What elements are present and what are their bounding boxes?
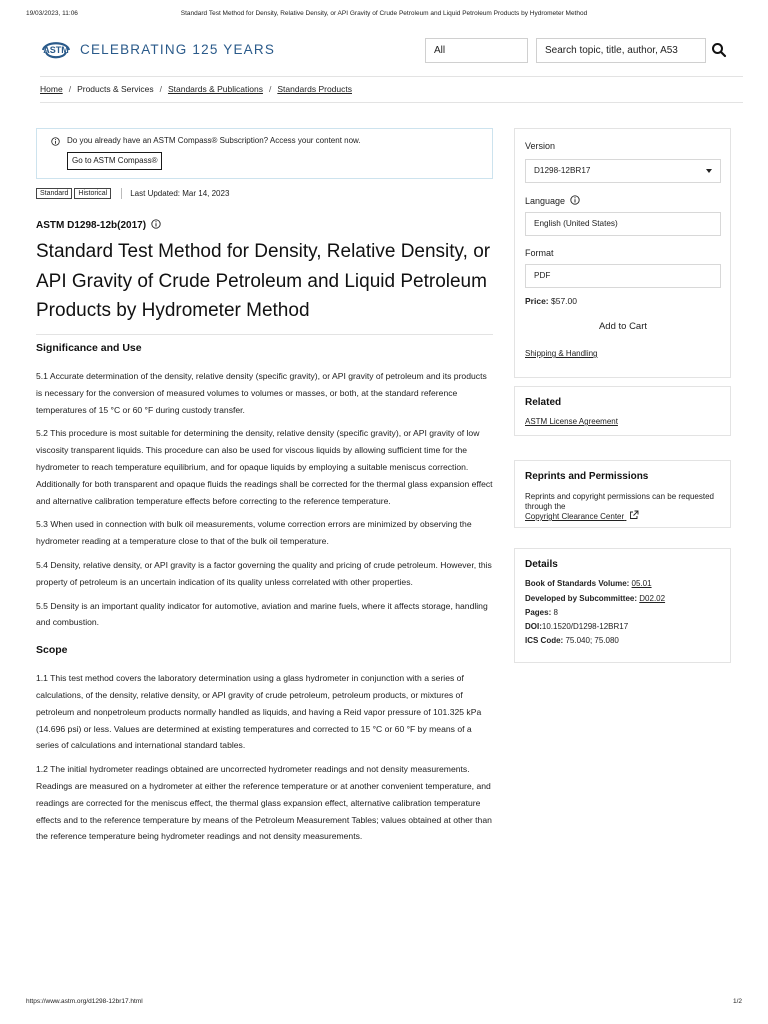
license-agreement-link[interactable]: ASTM License Agreement [525,417,618,426]
designation-info-icon[interactable] [151,219,161,229]
print-page-number: 1/2 [732,998,742,1005]
breadcrumb-divider [40,102,743,103]
significance-paragraph: 5.2 This procedure is most suitable for determining the density, relative density (specific gravity), or API gravity of low viscosity transparent liquids. This procedure can also be used for viscous liquids by allowing sufficient time for the hydrometer to reach temperature equilibrium, and for opaque liquids by employing a suitable meniscus correction. Additionally for both transparent and opaque fluids the readings shall be corrected for the thermal glass expansion effect and alternative calibration temperature effects before correcting to the reference temperature. [36,428,493,506]
breadcrumb: Home / Products & Services / Standards & Publications / Standards Products [40,84,352,94]
search-input[interactable]: Search topic, title, author, A53 [536,38,706,63]
significance-paragraph: 5.1 Accurate determination of the density, relative density (specific gravity), or API gravity of petroleum and its products is necessary for the conversion of measured volumes to volumes or masses, or both, at the standard reference temperatures of 15 °C or 60 °F during custody transfer. [36,371,487,415]
significance-heading: Significance and Use [36,342,142,354]
shipping-handling-link[interactable]: Shipping & Handling [525,349,598,358]
related-panel [514,386,731,436]
status-badges [36,188,229,202]
details-heading: Details [525,559,558,570]
price: Price: $57.00 [525,296,577,306]
designation-text: ASTM D1298-12b(2017) [36,220,147,231]
copyright-clearance-link[interactable]: Copyright Clearance Center [525,510,639,521]
detail-ics-code: ICS Code: 75.040; 75.080 [525,636,619,645]
standard-designation [36,219,161,231]
print-datetime: 19/03/2023, 11:06 [26,10,78,17]
detail-pages: Pages: 8 [525,608,558,617]
significance-paragraph: 5.5 Density is an important quality indicator for automotive, aviation and marine fuels, where it affects storage, handling and combustion. [36,600,488,628]
scope-paragraph: 1.1 This test method covers the laboratory determination using a glass hydrometer in conjunction with a series of calculations, of the density, relative density, or API gravity of crude petroleum, petroleum products, or mixtures of petroleum and nonpetroleum products normally handled as liquids, and having a Reid vapor pressure of 101.325 kPa (14.696 psi) or less. Values are determined at existing temperatures and corrected to 15 °C or 60 °F by means of a series of calculations and international standard tables. [36,673,482,751]
add-to-cart-button[interactable]: Add to Cart [598,321,648,332]
main-content [36,334,493,852]
badge-historical: Historical [74,188,111,199]
detail-subcommittee: Developed by Subcommittee: D02.02 [525,594,666,603]
chevron-down-icon [706,169,712,173]
compass-notice-text: Do you already have an ASTM Compass® Subscription? Access your content now. [67,136,361,145]
details-panel [514,548,731,663]
print-footer [26,998,742,1010]
language-select[interactable]: English (United States) [525,212,721,236]
scope-heading: Scope [36,644,68,657]
reprints-text: Reprints and copyright permissions can be requested through the [525,492,714,511]
external-link-icon [629,510,639,520]
reprints-panel [514,460,731,528]
price-value: $57.00 [551,296,577,306]
site-header [40,36,743,66]
version-value: D1298-12BR17 [534,166,591,175]
subcommittee-link[interactable]: D02.02 [639,594,666,603]
print-header [26,10,742,22]
search-scope-select[interactable]: All [425,38,528,63]
detail-book-volume: Book of Standards Volume: 05.01 [525,579,652,588]
breadcrumb-home[interactable]: Home [40,84,63,94]
breadcrumb-standards-products[interactable]: Standards Products [277,84,352,94]
detail-doi: DOI:10.1520/D1298-12BR17 [525,622,629,631]
page-title: Standard Test Method for Density, Relative Density, or API Gravity of Crude Petroleum and Liquid Petroleum Products by Hydrometer Method [36,241,491,321]
significance-paragraph: 5.3 When used in connection with bulk oil measurements, volume correction errors are minimized by observing the hydrometer reading at a temperature close to that of the bulk oil temperature. [36,519,472,547]
breadcrumb-standards-publications[interactable]: Standards & Publications [167,84,263,94]
print-url: https://www.astm.org/d1298-12br17.html [26,998,143,1005]
search-icon[interactable] [710,41,728,59]
info-icon [51,137,60,146]
go-to-compass-button[interactable]: Go to ASTM Compass® [67,152,162,170]
purchase-panel [514,128,731,378]
celebrating-tagline: CELEBRATING 125 YEARS [80,42,276,57]
logo-text: ASTM [43,45,69,55]
reprints-heading: Reprints and Permissions [525,471,649,482]
significance-paragraph: 5.4 Density, relative density, or API gravity is a factor governing the quality and pricing of crude petroleum. However, this property of petroleum is an uncertain indication of its quality unless correlated with other properties. [36,559,492,587]
badge-standard: Standard [36,188,72,199]
language-info-icon[interactable] [570,195,580,205]
compass-notice [36,128,493,179]
print-doc-title: Standard Test Method for Density, Relative Density, or API Gravity of Crude Petroleum and Liquid Petroleum Products by Hydrometer Method [180,10,588,17]
format-label: Format [525,248,554,258]
version-label: Version [525,141,556,151]
header-divider [40,76,743,77]
format-select[interactable]: PDF [525,264,721,288]
related-heading: Related [525,397,562,408]
book-volume-link[interactable]: 05.01 [631,579,652,588]
scope-paragraph: 1.2 The initial hydrometer readings obtained are uncorrected hydrometer readings and not density measurements. Readings are measured on a hydrometer at either the reference temperature or at another convenient temperature, and readings are corrected for the meniscus effect, the thermal glass expansion effect, alternative calibration temperature effects and to the reference temperature by means of the Petroleum Measurement Tables; values obtained at other than the reference temperature being hydrometer readings and not density measurements. [36,764,492,842]
breadcrumb-products-services[interactable]: Products & Services [77,84,154,94]
version-select[interactable] [525,159,721,183]
astm-logo[interactable] [40,36,72,64]
language-label: Language [525,195,580,206]
last-updated: Last Updated: Mar 14, 2023 [130,189,230,198]
